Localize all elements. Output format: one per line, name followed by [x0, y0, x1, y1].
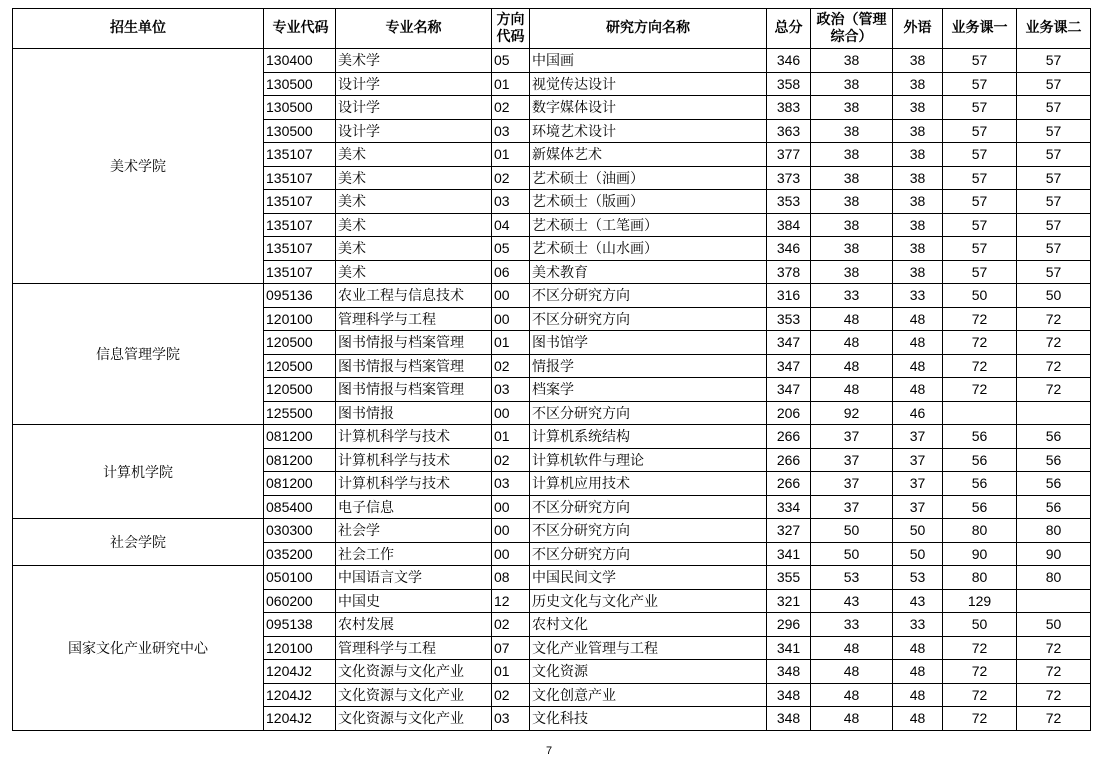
total-cell: 316 [767, 284, 811, 308]
major-name-cell: 农村发展 [336, 613, 492, 637]
course-one-cell: 57 [943, 72, 1017, 96]
foreign-language-cell: 33 [893, 284, 943, 308]
total-cell: 384 [767, 213, 811, 237]
total-cell: 346 [767, 49, 811, 73]
table-row [13, 566, 1091, 590]
table-row [13, 425, 1091, 449]
direction-code-cell: 01 [492, 660, 530, 684]
major-code-cell: 095136 [264, 284, 336, 308]
course-one-cell: 57 [943, 213, 1017, 237]
major-name-cell: 计算机科学与技术 [336, 448, 492, 472]
foreign-language-cell: 38 [893, 213, 943, 237]
course-two-cell: 57 [1017, 119, 1091, 143]
politics-cell: 43 [811, 589, 893, 613]
foreign-language-cell: 50 [893, 542, 943, 566]
major-name-cell: 图书情报与档案管理 [336, 378, 492, 402]
politics-cell: 37 [811, 448, 893, 472]
major-code-cell: 1204J2 [264, 707, 336, 731]
foreign-language-cell: 48 [893, 307, 943, 331]
course-one-cell: 57 [943, 237, 1017, 261]
direction-code-cell: 01 [492, 331, 530, 355]
header-row [13, 9, 1091, 49]
foreign-language-cell: 48 [893, 354, 943, 378]
course-one-cell: 72 [943, 636, 1017, 660]
major-code-cell: 081200 [264, 425, 336, 449]
foreign-language-cell: 38 [893, 190, 943, 214]
major-name-cell: 设计学 [336, 72, 492, 96]
foreign-language-cell: 43 [893, 589, 943, 613]
direction-code-cell: 00 [492, 542, 530, 566]
foreign-language-cell: 48 [893, 378, 943, 402]
major-code-cell: 135107 [264, 213, 336, 237]
direction-code-cell: 04 [492, 213, 530, 237]
direction-code-cell: 02 [492, 166, 530, 190]
course-one-cell: 72 [943, 354, 1017, 378]
total-cell: 266 [767, 448, 811, 472]
foreign-language-cell: 38 [893, 119, 943, 143]
table-body [13, 49, 1091, 731]
total-cell: 347 [767, 378, 811, 402]
total-cell: 378 [767, 260, 811, 284]
course-one-cell: 57 [943, 166, 1017, 190]
direction-code-cell: 02 [492, 683, 530, 707]
course-two-cell: 56 [1017, 495, 1091, 519]
major-name-cell: 美术 [336, 190, 492, 214]
course-one-cell: 72 [943, 307, 1017, 331]
major-code-cell: 060200 [264, 589, 336, 613]
direction-code-cell: 03 [492, 707, 530, 731]
direction-name-cell: 图书馆学 [530, 331, 767, 355]
course-one-cell: 72 [943, 331, 1017, 355]
direction-name-cell: 艺术硕士（版画） [530, 190, 767, 214]
course-one-cell: 57 [943, 49, 1017, 73]
course-two-cell: 50 [1017, 613, 1091, 637]
direction-code-cell: 00 [492, 284, 530, 308]
politics-cell: 37 [811, 495, 893, 519]
foreign-language-cell: 38 [893, 96, 943, 120]
header-unit: 招生单位 [13, 9, 264, 49]
direction-code-cell: 05 [492, 49, 530, 73]
major-name-cell: 美术 [336, 166, 492, 190]
course-two-cell: 72 [1017, 307, 1091, 331]
course-one-cell [943, 401, 1017, 425]
course-one-cell: 57 [943, 190, 1017, 214]
major-name-cell: 设计学 [336, 119, 492, 143]
direction-name-cell: 艺术硕士（山水画） [530, 237, 767, 261]
direction-name-cell: 视觉传达设计 [530, 72, 767, 96]
course-one-cell: 57 [943, 119, 1017, 143]
course-one-cell: 56 [943, 448, 1017, 472]
direction-code-cell: 02 [492, 613, 530, 637]
major-name-cell: 美术学 [336, 49, 492, 73]
foreign-language-cell: 50 [893, 519, 943, 543]
major-code-cell: 130400 [264, 49, 336, 73]
direction-code-cell: 03 [492, 190, 530, 214]
foreign-language-cell: 38 [893, 260, 943, 284]
course-two-cell: 57 [1017, 260, 1091, 284]
course-two-cell: 56 [1017, 448, 1091, 472]
major-code-cell: 030300 [264, 519, 336, 543]
header-major-code: 专业代码 [264, 9, 336, 49]
major-code-cell: 095138 [264, 613, 336, 637]
foreign-language-cell: 48 [893, 636, 943, 660]
politics-cell: 48 [811, 683, 893, 707]
course-two-cell: 90 [1017, 542, 1091, 566]
total-cell: 347 [767, 331, 811, 355]
major-name-cell: 管理科学与工程 [336, 636, 492, 660]
politics-cell: 33 [811, 284, 893, 308]
direction-code-cell: 02 [492, 354, 530, 378]
direction-name-cell: 不区分研究方向 [530, 495, 767, 519]
header-foreign-language: 外语 [893, 9, 943, 49]
direction-name-cell: 艺术硕士（工笔画） [530, 213, 767, 237]
major-name-cell: 社会工作 [336, 542, 492, 566]
course-one-cell: 50 [943, 613, 1017, 637]
direction-name-cell: 新媒体艺术 [530, 143, 767, 167]
course-one-cell: 80 [943, 566, 1017, 590]
direction-code-cell: 02 [492, 96, 530, 120]
major-name-cell: 中国语言文学 [336, 566, 492, 590]
direction-name-cell: 不区分研究方向 [530, 519, 767, 543]
course-one-cell: 57 [943, 143, 1017, 167]
foreign-language-cell: 48 [893, 707, 943, 731]
politics-cell: 48 [811, 307, 893, 331]
course-two-cell: 57 [1017, 143, 1091, 167]
course-two-cell: 72 [1017, 354, 1091, 378]
direction-code-cell: 08 [492, 566, 530, 590]
politics-cell: 48 [811, 636, 893, 660]
header-course-two: 业务课二 [1017, 9, 1091, 49]
course-one-cell: 50 [943, 284, 1017, 308]
major-code-cell: 135107 [264, 143, 336, 167]
major-name-cell: 计算机科学与技术 [336, 472, 492, 496]
direction-code-cell: 03 [492, 119, 530, 143]
direction-name-cell: 不区分研究方向 [530, 401, 767, 425]
major-name-cell: 文化资源与文化产业 [336, 660, 492, 684]
politics-cell: 48 [811, 660, 893, 684]
foreign-language-cell: 38 [893, 143, 943, 167]
total-cell: 327 [767, 519, 811, 543]
unit-cell: 国家文化产业研究中心 [13, 566, 264, 731]
header-major-name: 专业名称 [336, 9, 492, 49]
course-two-cell: 72 [1017, 636, 1091, 660]
table-row [13, 519, 1091, 543]
foreign-language-cell: 53 [893, 566, 943, 590]
major-name-cell: 电子信息 [336, 495, 492, 519]
direction-code-cell: 07 [492, 636, 530, 660]
total-cell: 373 [767, 166, 811, 190]
politics-cell: 38 [811, 166, 893, 190]
foreign-language-cell: 37 [893, 425, 943, 449]
foreign-language-cell: 37 [893, 495, 943, 519]
unit-cell: 美术学院 [13, 49, 264, 284]
foreign-language-cell: 48 [893, 683, 943, 707]
direction-name-cell: 环境艺术设计 [530, 119, 767, 143]
direction-name-cell: 不区分研究方向 [530, 307, 767, 331]
direction-name-cell: 档案学 [530, 378, 767, 402]
direction-code-cell: 01 [492, 425, 530, 449]
politics-cell: 50 [811, 519, 893, 543]
course-two-cell: 72 [1017, 707, 1091, 731]
course-two-cell [1017, 589, 1091, 613]
total-cell: 341 [767, 542, 811, 566]
major-code-cell: 120500 [264, 378, 336, 402]
course-two-cell [1017, 401, 1091, 425]
total-cell: 358 [767, 72, 811, 96]
course-one-cell: 72 [943, 683, 1017, 707]
major-code-cell: 120100 [264, 636, 336, 660]
course-two-cell: 80 [1017, 519, 1091, 543]
politics-cell: 38 [811, 96, 893, 120]
foreign-language-cell: 33 [893, 613, 943, 637]
direction-code-cell: 02 [492, 448, 530, 472]
politics-cell: 38 [811, 213, 893, 237]
major-code-cell: 085400 [264, 495, 336, 519]
direction-code-cell: 03 [492, 378, 530, 402]
total-cell: 346 [767, 237, 811, 261]
direction-code-cell: 05 [492, 237, 530, 261]
course-one-cell: 56 [943, 425, 1017, 449]
header-total: 总分 [767, 9, 811, 49]
direction-code-cell: 01 [492, 143, 530, 167]
direction-code-cell: 01 [492, 72, 530, 96]
politics-cell: 38 [811, 190, 893, 214]
direction-name-cell: 美术教育 [530, 260, 767, 284]
score-table [12, 8, 1091, 731]
politics-cell: 53 [811, 566, 893, 590]
total-cell: 355 [767, 566, 811, 590]
major-code-cell: 035200 [264, 542, 336, 566]
total-cell: 348 [767, 707, 811, 731]
politics-cell: 38 [811, 49, 893, 73]
foreign-language-cell: 46 [893, 401, 943, 425]
foreign-language-cell: 37 [893, 472, 943, 496]
page-number: 7 [546, 745, 553, 757]
course-one-cell: 57 [943, 96, 1017, 120]
direction-name-cell: 中国民间文学 [530, 566, 767, 590]
unit-cell: 信息管理学院 [13, 284, 264, 425]
total-cell: 206 [767, 401, 811, 425]
course-two-cell: 57 [1017, 72, 1091, 96]
politics-cell: 38 [811, 72, 893, 96]
total-cell: 363 [767, 119, 811, 143]
direction-name-cell: 计算机软件与理论 [530, 448, 767, 472]
course-two-cell: 57 [1017, 237, 1091, 261]
direction-name-cell: 文化产业管理与工程 [530, 636, 767, 660]
major-code-cell: 120100 [264, 307, 336, 331]
total-cell: 321 [767, 589, 811, 613]
course-two-cell: 57 [1017, 49, 1091, 73]
major-name-cell: 美术 [336, 260, 492, 284]
course-two-cell: 57 [1017, 190, 1091, 214]
course-one-cell: 90 [943, 542, 1017, 566]
major-code-cell: 050100 [264, 566, 336, 590]
politics-cell: 37 [811, 472, 893, 496]
direction-name-cell: 不区分研究方向 [530, 542, 767, 566]
major-code-cell: 1204J2 [264, 660, 336, 684]
total-cell: 266 [767, 472, 811, 496]
header-direction-name: 研究方向名称 [530, 9, 767, 49]
politics-cell: 50 [811, 542, 893, 566]
unit-cell: 计算机学院 [13, 425, 264, 519]
politics-cell: 38 [811, 237, 893, 261]
politics-cell: 37 [811, 425, 893, 449]
direction-name-cell: 文化资源 [530, 660, 767, 684]
politics-cell: 38 [811, 260, 893, 284]
course-two-cell: 56 [1017, 425, 1091, 449]
course-two-cell: 57 [1017, 96, 1091, 120]
total-cell: 347 [767, 354, 811, 378]
major-name-cell: 农业工程与信息技术 [336, 284, 492, 308]
course-one-cell: 72 [943, 378, 1017, 402]
politics-cell: 48 [811, 331, 893, 355]
direction-name-cell: 艺术硕士（油画） [530, 166, 767, 190]
course-one-cell: 56 [943, 495, 1017, 519]
table-row [13, 284, 1091, 308]
total-cell: 348 [767, 660, 811, 684]
politics-cell: 48 [811, 378, 893, 402]
major-name-cell: 美术 [336, 237, 492, 261]
direction-name-cell: 文化科技 [530, 707, 767, 731]
foreign-language-cell: 48 [893, 331, 943, 355]
politics-cell: 48 [811, 707, 893, 731]
course-one-cell: 57 [943, 260, 1017, 284]
direction-name-cell: 文化创意产业 [530, 683, 767, 707]
direction-code-cell: 00 [492, 307, 530, 331]
major-name-cell: 美术 [336, 213, 492, 237]
politics-cell: 38 [811, 119, 893, 143]
major-name-cell: 图书情报 [336, 401, 492, 425]
foreign-language-cell: 38 [893, 49, 943, 73]
direction-code-cell: 00 [492, 495, 530, 519]
total-cell: 383 [767, 96, 811, 120]
header-course-one: 业务课一 [943, 9, 1017, 49]
major-name-cell: 图书情报与档案管理 [336, 331, 492, 355]
direction-name-cell: 农村文化 [530, 613, 767, 637]
course-one-cell: 129 [943, 589, 1017, 613]
course-two-cell: 57 [1017, 166, 1091, 190]
direction-code-cell: 06 [492, 260, 530, 284]
major-name-cell: 中国史 [336, 589, 492, 613]
politics-cell: 92 [811, 401, 893, 425]
direction-code-cell: 12 [492, 589, 530, 613]
course-one-cell: 56 [943, 472, 1017, 496]
major-code-cell: 135107 [264, 190, 336, 214]
major-name-cell: 图书情报与档案管理 [336, 354, 492, 378]
course-one-cell: 72 [943, 660, 1017, 684]
major-code-cell: 130500 [264, 72, 336, 96]
major-code-cell: 130500 [264, 96, 336, 120]
major-code-cell: 081200 [264, 472, 336, 496]
foreign-language-cell: 37 [893, 448, 943, 472]
major-code-cell: 135107 [264, 260, 336, 284]
major-name-cell: 美术 [336, 143, 492, 167]
header-politics: 政治（管理综合） [811, 9, 893, 49]
politics-cell: 48 [811, 354, 893, 378]
total-cell: 348 [767, 683, 811, 707]
header-direction-code: 方向代码 [492, 9, 530, 49]
total-cell: 296 [767, 613, 811, 637]
total-cell: 341 [767, 636, 811, 660]
direction-name-cell: 情报学 [530, 354, 767, 378]
course-two-cell: 72 [1017, 660, 1091, 684]
course-two-cell: 57 [1017, 213, 1091, 237]
total-cell: 353 [767, 307, 811, 331]
major-code-cell: 120500 [264, 354, 336, 378]
major-code-cell: 081200 [264, 448, 336, 472]
major-code-cell: 120500 [264, 331, 336, 355]
major-name-cell: 文化资源与文化产业 [336, 707, 492, 731]
total-cell: 266 [767, 425, 811, 449]
politics-cell: 33 [811, 613, 893, 637]
course-one-cell: 80 [943, 519, 1017, 543]
direction-name-cell: 数字媒体设计 [530, 96, 767, 120]
table-row [13, 49, 1091, 73]
foreign-language-cell: 48 [893, 660, 943, 684]
unit-cell: 社会学院 [13, 519, 264, 566]
foreign-language-cell: 38 [893, 166, 943, 190]
major-name-cell: 管理科学与工程 [336, 307, 492, 331]
total-cell: 334 [767, 495, 811, 519]
major-name-cell: 设计学 [336, 96, 492, 120]
major-code-cell: 125500 [264, 401, 336, 425]
course-one-cell: 72 [943, 707, 1017, 731]
direction-code-cell: 03 [492, 472, 530, 496]
course-two-cell: 80 [1017, 566, 1091, 590]
course-two-cell: 72 [1017, 378, 1091, 402]
major-code-cell: 135107 [264, 237, 336, 261]
major-name-cell: 文化资源与文化产业 [336, 683, 492, 707]
course-two-cell: 56 [1017, 472, 1091, 496]
politics-cell: 38 [811, 143, 893, 167]
direction-name-cell: 不区分研究方向 [530, 284, 767, 308]
major-name-cell: 计算机科学与技术 [336, 425, 492, 449]
major-code-cell: 1204J2 [264, 683, 336, 707]
total-cell: 353 [767, 190, 811, 214]
major-code-cell: 130500 [264, 119, 336, 143]
foreign-language-cell: 38 [893, 237, 943, 261]
foreign-language-cell: 38 [893, 72, 943, 96]
course-two-cell: 72 [1017, 683, 1091, 707]
major-name-cell: 社会学 [336, 519, 492, 543]
course-two-cell: 72 [1017, 331, 1091, 355]
major-code-cell: 135107 [264, 166, 336, 190]
total-cell: 377 [767, 143, 811, 167]
direction-name-cell: 历史文化与文化产业 [530, 589, 767, 613]
direction-name-cell: 计算机系统结构 [530, 425, 767, 449]
direction-code-cell: 00 [492, 401, 530, 425]
course-two-cell: 50 [1017, 284, 1091, 308]
direction-name-cell: 计算机应用技术 [530, 472, 767, 496]
direction-code-cell: 00 [492, 519, 530, 543]
direction-name-cell: 中国画 [530, 49, 767, 73]
